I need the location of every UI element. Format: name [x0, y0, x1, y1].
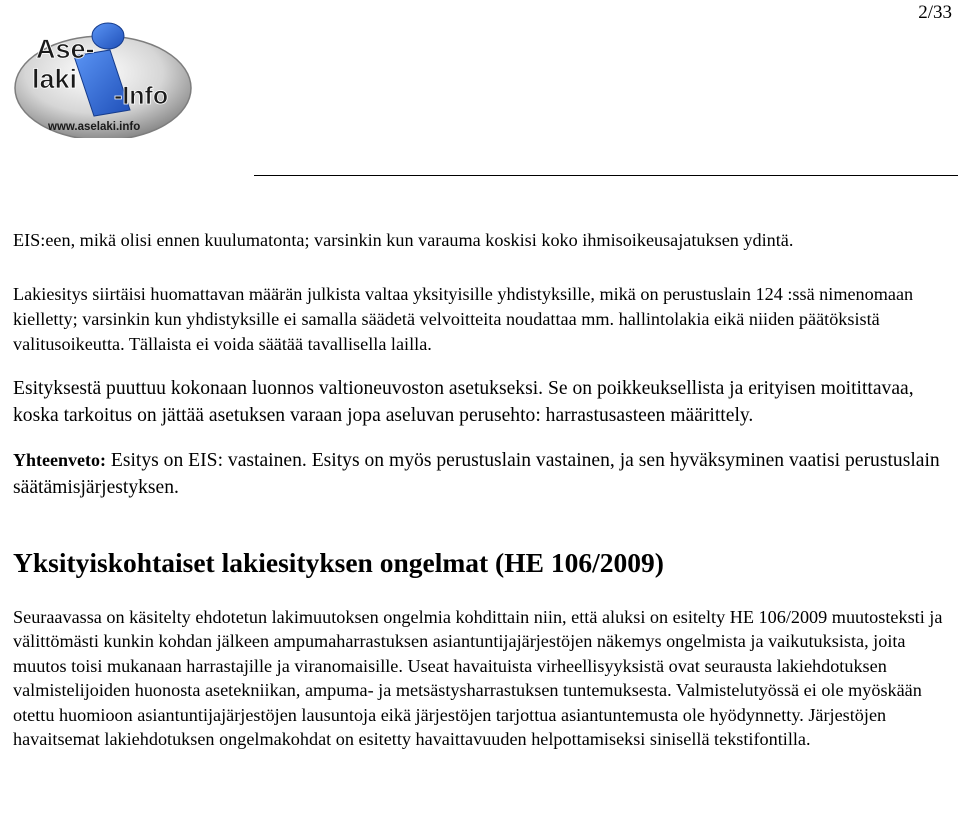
page-number: 2/33	[918, 2, 952, 23]
section-heading: Yksityiskohtaiset lakiesityksen ongelmat (HE 106/2009)	[13, 547, 664, 578]
aselaki-info-logo	[12, 18, 194, 138]
logo-text-2: laki	[32, 64, 78, 94]
paragraph-1: EIS:een, mikä olisi ennen kuulumatonta; varsinkin kun varauma koskisi koko ihmisoikeusajatuksen ydintä.	[13, 230, 794, 250]
logo-text-1: Ase-	[36, 34, 95, 64]
summary-paragraph	[13, 447, 953, 501]
summary-label: Yhteenveto:	[13, 450, 106, 470]
header-rule	[254, 175, 958, 176]
section-paragraph: Seuraavassa on käsitelty ehdotetun lakimuutoksen ongelmia kohdittain niin, että aluksi on esitelty HE 106/2009 muutosteksti ja välittömästi kunkin kohdan jälkeen ampumaharrastuksen asiantuntijajärjestöjen näkemys ongelmista ja vaikutuksista, joita muutos toisi mukanaan harrastajille ja viranomaisille. Useat havaituista virheellisyyksistä ovat seurausta lakiehdotuksen valmistelijoiden huonosta asetekniikan, ampuma- ja metsästysharrastuksen tuntemuksesta. Valmistelutyössä ei ole myöskään otettu huomioon asiantuntijajärjestöjen lausuntoja eikä järjestöjen tarjottua asiantuntemusta ole hyödynnetty. Järjestöjen havaitsemat lakiehdotuksen ongelmakohdat on esitetty havaittavuuden helpottamiseksi sinisellä tekstifontilla.	[13, 607, 943, 750]
logo-graphic	[12, 18, 194, 138]
page-content	[13, 228, 953, 751]
logo-text-3: -Info	[114, 82, 169, 110]
paragraph-3: Esityksestä puuttuu kokonaan luonnos valtioneuvoston asetukseksi. Se on poikkeuksellista ja erityisen moitittavaa, koska tarkoitus on jättää asetuksen varaan jopa aseluvan perusehto: harrastusasteen määrittely.	[13, 378, 914, 426]
summary-text: Esitys on EIS: vastainen. Esitys on myös perustuslain vastainen, ja sen hyväksyminen vaatisi perustuslain säätämisjärjestyksen.	[13, 450, 940, 498]
paragraph-2: Lakiesitys siirtäisi huomattavan määrän julkista valtaa yksityisille yhdistyksille, mikä on perustuslain 124 :ssä nimenomaan kielletty; varsinkin kun yhdistyksille ei samalla säädetä velvoitteita noudattaa mm. hallintolakia eikä niiden päätöksistä valitusoikeutta. Tällaista ei voida säätää tavallisella lailla.	[13, 284, 914, 354]
logo-url: www.aselaki.info	[48, 121, 141, 133]
